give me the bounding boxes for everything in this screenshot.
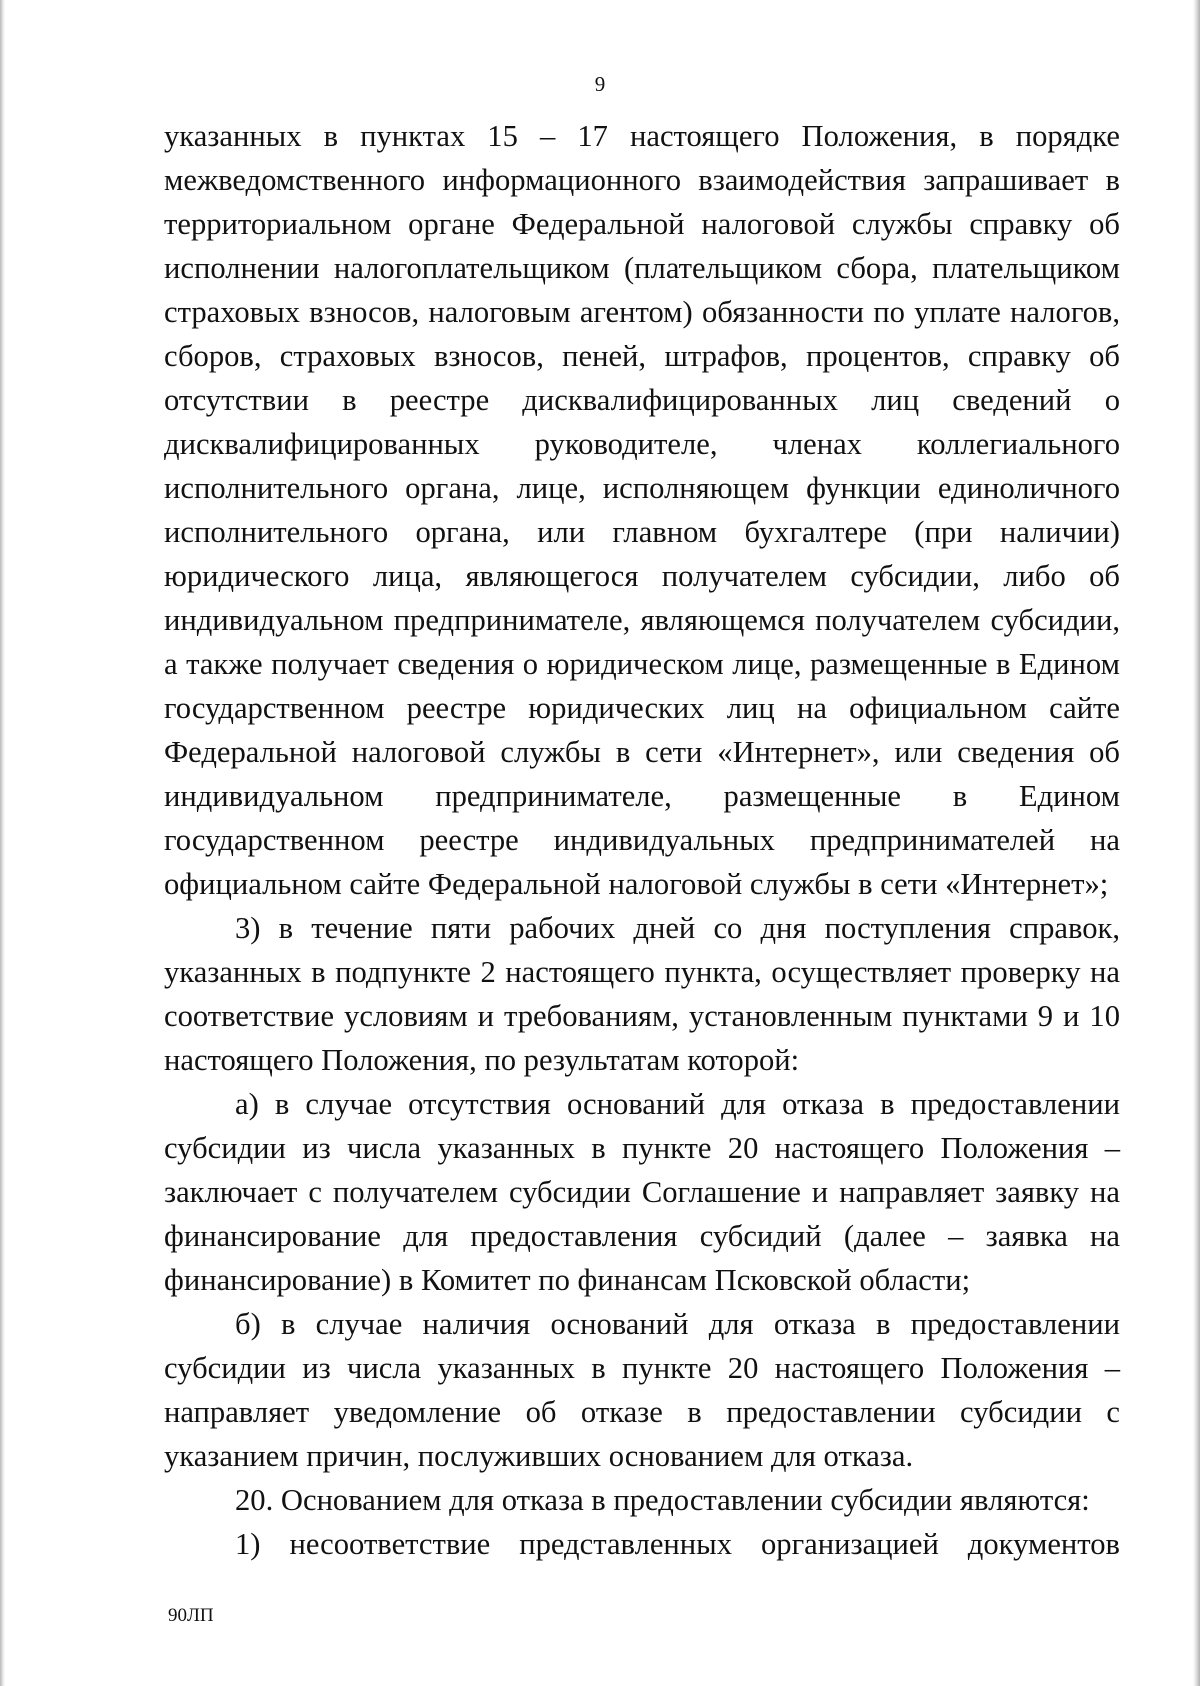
paragraph-item-3: 3) в течение пяти рабочих дней со дня поступления справок, указанных в подпункте 2 настоящего пункта, осуществляет проверку на соответствие условиям и требованиям, установленным пунктами 9 и 10 настоящего Положения, по результатам которой: [164,911,1120,1077]
paragraph-item-1: 1) несоответствие представленных организацией документов [235,1527,1120,1561]
paragraph-continuation: указанных в пунктах 15 – 17 настоящего Положения, в порядке межведомственного информационного взаимодействия запрашивает в территориальном органе Федеральной налоговой службы справку об исполнении налогоплательщиком (плательщиком сбора, плательщиком страховых взносов, налоговым агентом) обязанности по уплате налогов, сборов, страховых взносов, пеней, штрафов, процентов, справку об отсутствии в реестре дисквалифицированных лиц сведений о дисквалифицированных руководителе, членах коллегиального исполнительного органа, лице, исполняющем функции единоличного исполнительного органа, или главном бухгалтере (при наличии) юридического лица, являющегося получателем субсидии, либо об индивидуальном предпринимателе, являющемся получателем субсидии, а также получает сведения о юридическом лице, размещенные в Едином государственном реестре юридических лиц на официальном сайте Федеральной налоговой службы в сети «Интернет», или сведения об индивидуальном предпринимателе, размещенные в Едином государственном реестре индивидуальных предпринимателей на официальном сайте Федеральной налоговой службы в сети «Интернет»; [164,119,1120,901]
paragraph-item-a: а) в случае отсутствия оснований для отказа в предоставлении субсидии из числа указанных в пункте 20 настоящего Положения – заключает с получателем субсидии Соглашение и направляет заявку на финансирование для предоставления субсидий (далее – заявка на финансирование) в Комитет по финансам Псковской области; [164,1087,1120,1297]
body-text [164,114,1120,1566]
page-number: 9 [594,72,606,96]
scan-edge-left [0,0,5,1686]
scan-edge-right [1193,0,1200,1686]
paragraph-item-b: б) в случае наличия оснований для отказа в предоставлении субсидии из числа указанных в пункте 20 настоящего Положения – направляет уведомление об отказе в предоставлении субсидии с указанием причин, послуживших основанием для отказа. [164,1307,1120,1473]
paragraph-clause-20: 20. Основанием для отказа в предоставлении субсидии являются: [235,1483,1090,1517]
footer-document-code: 90ЛП [168,1605,214,1626]
